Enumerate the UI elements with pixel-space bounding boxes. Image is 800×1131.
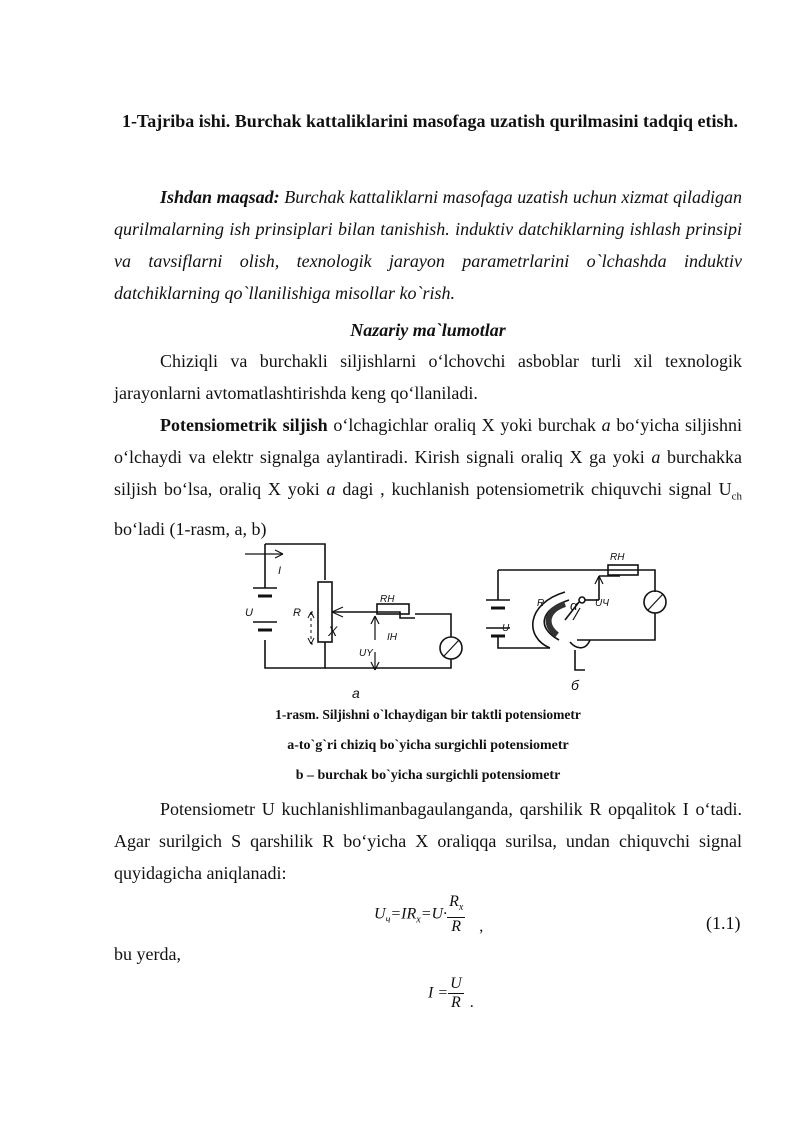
label-resistor-r-b: R (537, 598, 545, 609)
aim-paragraph (114, 181, 742, 309)
label-voltage-u: U (245, 607, 253, 619)
figure-caption-a: a-to`g`ri chiziq bo`yicha surgichli potensiometr (287, 738, 569, 753)
intro-paragraph: Chiziqli va burchakli siljishlarni o‘lchovchi asboblar turli xil texnologik jarayonlarni avtomatlashtirishda keng qo‘llaniladi. (114, 351, 742, 403)
potentiometer-term: Potensiometrik siljish (160, 415, 328, 435)
figure-caption-b: b – burchak bo`yicha surgichli potensiometr (295, 768, 561, 783)
where-text: bu yerda, (114, 944, 181, 964)
label-current-ih: IH (387, 632, 397, 643)
formula-1-1: $U_ч=IR_x=U\cdot$ $\frac{R_x}{R}$ , (374, 893, 484, 936)
formula-current: I = $\frac{U}{R}$ . (428, 975, 474, 1011)
label-displacement-x: X (328, 623, 338, 639)
aim-text: Burchak kattaliklarni masofaga uzatish uchun xizmat qiladigan qurilmalarning ish prinsiplari bilan tanishish. induktiv datchiklarning ishlash prinsipi va tavsiflarni olish, texnologik jarayon parametrlarini o`lchashda induktiv datchiklarning qo`llanilishiga misollar ko`rish. (114, 187, 743, 303)
label-voltage-u-b: U (502, 623, 510, 634)
aim-label: Ishdan maqsad: (160, 187, 280, 207)
label-resistor-r: R (293, 607, 301, 619)
figure-caption: 1-rasm. Siljishni o`lchaydigan bir taktli potensiometr (275, 707, 581, 722)
explanation-paragraph: Potensiometr U kuchlanishlimanbagaulanganda, qarshilik R opqalitok I o‘tadi. Agar surilgich S qarshilik R bo‘yicha X oraliqqa surilsa, undan chiquvchi signal quyidagicha aniqlanadi: (114, 799, 742, 883)
potentiometer-circuit-diagram (225, 540, 670, 705)
page-title: 1-Tajriba ishi. Burchak kattaliklarini masofaga uzatish qurilmasini tadqiq etish. (121, 111, 739, 131)
label-load-rh: RH (380, 594, 395, 605)
label-load-rh-b: RH (610, 552, 625, 563)
label-output-uy: UY (359, 648, 373, 659)
label-subfigure-a: a (352, 685, 360, 701)
label-angle-alpha: α (570, 598, 578, 613)
potentiometer-paragraph: Potensiometrik siljish o‘lchagichlar oraliq X yoki burchak a bo‘yicha siljishni o‘lchaydi va elektr signalga aylantiradi. Kirish signali oraliq X ga yoki a burchakka siljish bo‘lsa, oraliq X yoki a dagi , kuchlanish potensiometrik chiquvchi signal $U_{ch}$ bo‘ladi (1-rasm, a, b) (114, 415, 742, 539)
section-heading: Nazariy ma`lumotlar (350, 320, 506, 340)
label-subfigure-b: б (571, 677, 579, 693)
label-output-uch: UЧ (595, 598, 609, 609)
label-current-i: I (278, 565, 282, 577)
equation-number: (1.1) (706, 913, 741, 933)
